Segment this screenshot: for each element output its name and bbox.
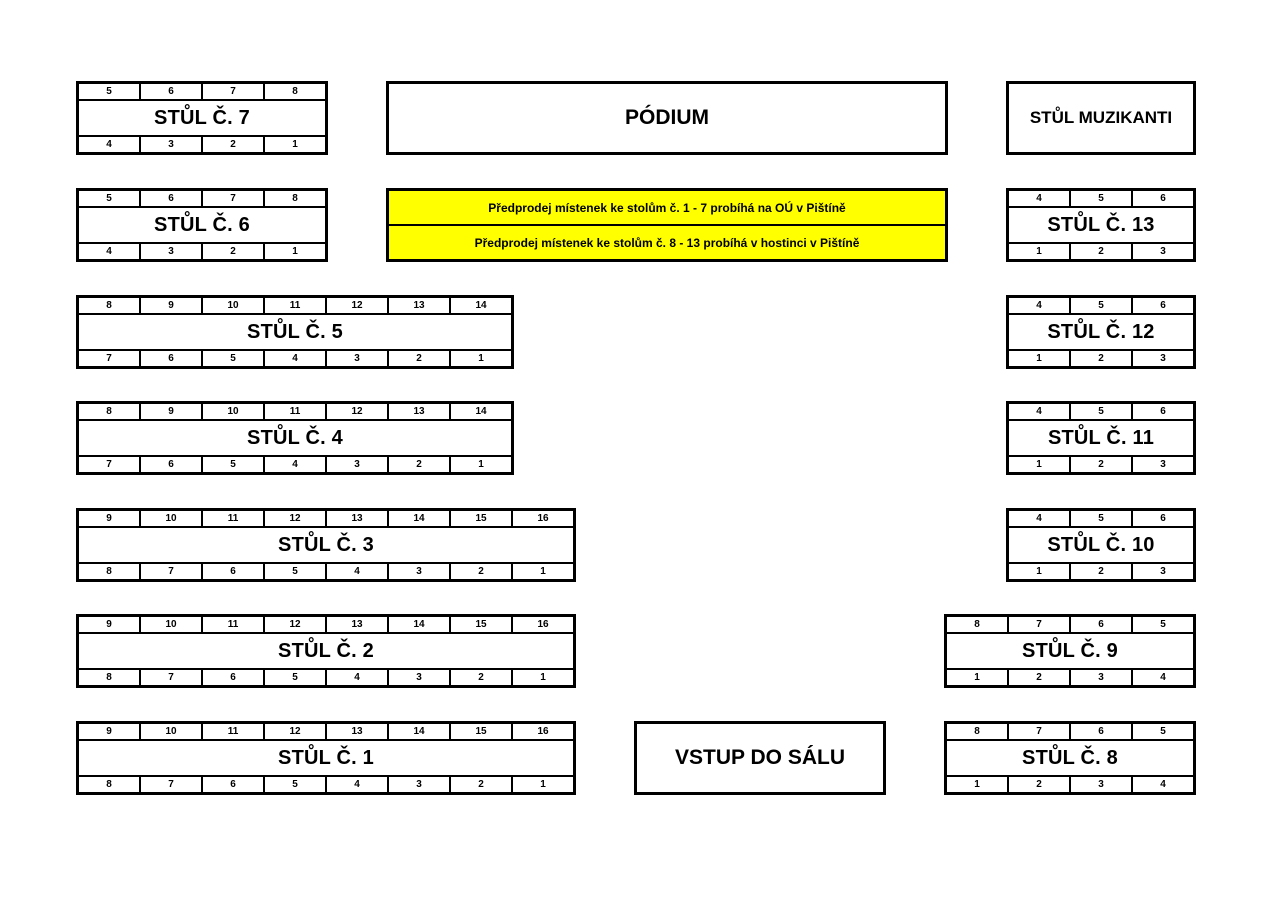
seat-number[interactable]: 1 (1036, 565, 1042, 577)
seat-row-bottom (79, 135, 325, 152)
seat-number[interactable]: 13 (325, 511, 387, 526)
seat-number[interactable]: 1 (449, 351, 511, 366)
seat-number[interactable]: 15 (449, 724, 511, 739)
seat-number[interactable]: 13 (387, 298, 449, 313)
seat-number[interactable]: 2 (449, 670, 511, 685)
seat-number[interactable]: 7 (1007, 617, 1069, 632)
seat-number[interactable]: 8 (106, 778, 112, 790)
seat-row-top (947, 617, 1193, 634)
seat-number[interactable]: 14 (387, 724, 449, 739)
seat-number[interactable]: 8 (106, 405, 112, 417)
seat-number[interactable]: 6 (139, 84, 201, 99)
seat-number[interactable]: 5 (106, 85, 112, 97)
seat-number[interactable]: 1 (511, 777, 573, 792)
seat-row-top (79, 298, 511, 315)
seat-row-bottom (79, 455, 511, 472)
seat-number[interactable]: 14 (387, 617, 449, 632)
seat-number[interactable]: 4 (325, 670, 387, 685)
seat-row-top (79, 511, 573, 528)
seat-number[interactable]: 7 (139, 777, 201, 792)
table-name: STŮL Č. 10 (1047, 533, 1155, 556)
seat-number[interactable]: 8 (974, 725, 980, 737)
seat-row-top (79, 724, 573, 741)
seat-number[interactable]: 6 (1069, 617, 1131, 632)
seat-number[interactable]: 3 (1131, 457, 1193, 472)
seat-number[interactable]: 1 (511, 564, 573, 579)
seat-row-bottom (79, 775, 573, 792)
seat-number[interactable]: 2 (387, 457, 449, 472)
seat-number[interactable]: 6 (1131, 511, 1193, 526)
seat-number[interactable]: 11 (201, 511, 263, 526)
seat-number[interactable]: 1 (263, 244, 325, 259)
seat-number[interactable]: 4 (1131, 670, 1193, 685)
seat-number[interactable]: 9 (139, 298, 201, 313)
seat-number[interactable]: 3 (139, 244, 201, 259)
table-2 (76, 614, 576, 688)
table-name: STŮL Č. 8 (1022, 746, 1118, 769)
seat-number[interactable]: 2 (201, 244, 263, 259)
seat-number[interactable]: 7 (139, 564, 201, 579)
seat-number[interactable]: 3 (1069, 670, 1131, 685)
seat-number[interactable]: 8 (974, 618, 980, 630)
seat-number[interactable]: 1 (511, 670, 573, 685)
seat-number[interactable]: 11 (201, 617, 263, 632)
seat-number[interactable]: 4 (106, 245, 112, 257)
seat-number[interactable]: 16 (511, 724, 573, 739)
seat-number[interactable]: 1 (974, 671, 980, 683)
seat-row-bottom (79, 668, 573, 685)
seat-number[interactable]: 6 (201, 670, 263, 685)
seat-number[interactable]: 7 (106, 458, 112, 470)
seat-number[interactable]: 6 (201, 777, 263, 792)
seat-number[interactable]: 1 (449, 457, 511, 472)
seat-row-top (1009, 191, 1193, 208)
seat-row-bottom (1009, 349, 1193, 366)
podium: PÓDIUM (386, 81, 948, 155)
seat-number[interactable]: 3 (387, 777, 449, 792)
seat-number[interactable]: 5 (1069, 298, 1131, 313)
seat-number[interactable]: 10 (201, 404, 263, 419)
seat-number[interactable]: 3 (1131, 351, 1193, 366)
seat-row-top (1009, 298, 1193, 315)
seat-number[interactable]: 2 (449, 564, 511, 579)
table-name: STŮL Č. 2 (278, 639, 374, 662)
seat-number[interactable]: 14 (387, 511, 449, 526)
seat-number[interactable]: 9 (106, 725, 112, 737)
seat-number[interactable]: 2 (1069, 564, 1131, 579)
table-name: STŮL Č. 9 (1022, 639, 1118, 662)
table-name: STŮL Č. 3 (278, 533, 374, 556)
seat-row-top (947, 724, 1193, 741)
seat-number[interactable]: 4 (325, 564, 387, 579)
seat-number[interactable]: 10 (139, 724, 201, 739)
seat-number[interactable]: 3 (1131, 564, 1193, 579)
seat-row-top (1009, 511, 1193, 528)
seat-row-bottom (79, 349, 511, 366)
seat-number[interactable]: 5 (263, 564, 325, 579)
seat-number[interactable]: 8 (263, 84, 325, 99)
seat-number[interactable]: 12 (325, 298, 387, 313)
seat-number[interactable]: 4 (1036, 299, 1042, 311)
seat-row-top (1009, 404, 1193, 421)
seat-row-bottom (947, 775, 1193, 792)
seat-number[interactable]: 15 (449, 511, 511, 526)
seat-number[interactable]: 11 (263, 404, 325, 419)
seat-row-bottom (79, 242, 325, 259)
seat-number[interactable]: 6 (1131, 191, 1193, 206)
seat-number[interactable]: 1 (1036, 245, 1042, 257)
seat-number[interactable]: 3 (387, 670, 449, 685)
seat-number[interactable]: 10 (139, 511, 201, 526)
seat-number[interactable]: 3 (1069, 777, 1131, 792)
seat-number[interactable]: 9 (139, 404, 201, 419)
seat-number[interactable]: 10 (201, 298, 263, 313)
seat-number[interactable]: 3 (387, 564, 449, 579)
seat-number[interactable]: 4 (1036, 405, 1042, 417)
table-11 (1006, 401, 1196, 475)
seat-row-bottom (1009, 562, 1193, 579)
table-9 (944, 614, 1196, 688)
seat-number[interactable]: 12 (325, 404, 387, 419)
seat-number[interactable]: 2 (1069, 457, 1131, 472)
seat-number[interactable]: 12 (263, 617, 325, 632)
seat-number[interactable]: 7 (106, 352, 112, 364)
seat-number[interactable]: 6 (139, 457, 201, 472)
seat-number[interactable]: 2 (1069, 351, 1131, 366)
seat-row-bottom (1009, 455, 1193, 472)
seat-number[interactable]: 14 (449, 404, 511, 419)
seat-number[interactable]: 11 (263, 298, 325, 313)
seat-number[interactable]: 4 (1131, 777, 1193, 792)
seat-number[interactable]: 12 (263, 511, 325, 526)
table-10 (1006, 508, 1196, 582)
seat-number[interactable]: 4 (106, 138, 112, 150)
seat-number[interactable]: 9 (106, 512, 112, 524)
seat-number[interactable]: 6 (1131, 298, 1193, 313)
seat-number[interactable]: 9 (106, 618, 112, 630)
seat-number[interactable]: 1 (1036, 352, 1042, 364)
seat-number[interactable]: 6 (1131, 404, 1193, 419)
seat-number[interactable]: 4 (325, 777, 387, 792)
seat-number[interactable]: 8 (263, 191, 325, 206)
presale-notice-tables-8-13: Předprodej místenek ke stolům č. 8 - 13 probíhá v hostinci v Pištíně (389, 224, 945, 259)
seat-number[interactable]: 5 (263, 670, 325, 685)
table-5 (76, 295, 514, 369)
seat-number[interactable]: 10 (139, 617, 201, 632)
seat-number[interactable]: 6 (1069, 724, 1131, 739)
seat-number[interactable]: 5 (1069, 511, 1131, 526)
table-6 (76, 188, 328, 262)
table-name: STŮL Č. 13 (1047, 213, 1155, 236)
seat-number[interactable]: 2 (201, 137, 263, 152)
seat-row-bottom (947, 668, 1193, 685)
table-name: STŮL Č. 7 (154, 106, 250, 129)
seat-number[interactable]: 5 (1131, 724, 1193, 739)
entrance: VSTUP DO SÁLU (634, 721, 886, 795)
seat-number[interactable]: 13 (387, 404, 449, 419)
seat-number[interactable]: 3 (325, 351, 387, 366)
presale-notice-tables-1-7: Předprodej místenek ke stolům č. 1 - 7 probíhá na OÚ v Pištíně (488, 200, 846, 215)
seat-number[interactable]: 5 (106, 192, 112, 204)
table-name: STŮL Č. 12 (1047, 320, 1155, 343)
seat-number[interactable]: 15 (449, 617, 511, 632)
seat-number[interactable]: 4 (263, 351, 325, 366)
seat-number[interactable]: 1 (974, 778, 980, 790)
seat-number[interactable]: 2 (1007, 777, 1069, 792)
seat-number[interactable]: 12 (263, 724, 325, 739)
seat-number[interactable]: 3 (325, 457, 387, 472)
seat-number[interactable]: 7 (201, 191, 263, 206)
seat-number[interactable]: 2 (449, 777, 511, 792)
seat-number[interactable]: 5 (1131, 617, 1193, 632)
seat-number[interactable]: 4 (263, 457, 325, 472)
seat-number[interactable]: 5 (263, 777, 325, 792)
seat-number[interactable]: 6 (139, 351, 201, 366)
seat-number[interactable]: 5 (1069, 404, 1131, 419)
table-name: STŮL Č. 6 (154, 213, 250, 236)
table-8 (944, 721, 1196, 795)
table-4 (76, 401, 514, 475)
seat-number[interactable]: 2 (1007, 670, 1069, 685)
seat-number[interactable]: 1 (1036, 458, 1042, 470)
seat-number[interactable]: 7 (1007, 724, 1069, 739)
seat-number[interactable]: 13 (325, 724, 387, 739)
seat-row-bottom (79, 562, 573, 579)
seat-number[interactable]: 8 (106, 671, 112, 683)
seat-number[interactable]: 4 (1036, 512, 1042, 524)
seat-number[interactable]: 5 (201, 351, 263, 366)
seat-number[interactable]: 16 (511, 511, 573, 526)
seat-number[interactable]: 3 (139, 137, 201, 152)
table-7 (76, 81, 328, 155)
table-1 (76, 721, 576, 795)
seat-number[interactable]: 3 (1131, 244, 1193, 259)
table-name: STŮL Č. 5 (247, 320, 343, 343)
table-name: STŮL Č. 11 (1047, 426, 1155, 449)
seat-number[interactable]: 8 (106, 299, 112, 311)
seat-number[interactable]: 11 (201, 724, 263, 739)
table-3 (76, 508, 576, 582)
musicians-table: STŮL MUZIKANTI (1006, 81, 1196, 155)
seat-number[interactable]: 7 (201, 84, 263, 99)
seat-row-top (79, 84, 325, 101)
presale-notice (386, 188, 948, 262)
seat-number[interactable]: 7 (139, 670, 201, 685)
seat-number[interactable]: 13 (325, 617, 387, 632)
seat-row-top (79, 617, 573, 634)
seat-number[interactable]: 5 (1069, 191, 1131, 206)
seat-number[interactable]: 6 (201, 564, 263, 579)
seat-number[interactable]: 8 (106, 565, 112, 577)
seat-number[interactable]: 2 (1069, 244, 1131, 259)
table-12 (1006, 295, 1196, 369)
seat-number[interactable]: 14 (449, 298, 511, 313)
seat-row-top (79, 191, 325, 208)
seat-row-bottom (1009, 242, 1193, 259)
seat-number[interactable]: 4 (1036, 192, 1042, 204)
seat-number[interactable]: 6 (139, 191, 201, 206)
seat-row-top (79, 404, 511, 421)
table-name: STŮL Č. 4 (247, 426, 343, 449)
seat-number[interactable]: 2 (387, 351, 449, 366)
table-name: STŮL Č. 1 (278, 746, 374, 769)
seat-number[interactable]: 16 (511, 617, 573, 632)
seat-number[interactable]: 5 (201, 457, 263, 472)
seat-number[interactable]: 1 (263, 137, 325, 152)
table-13 (1006, 188, 1196, 262)
